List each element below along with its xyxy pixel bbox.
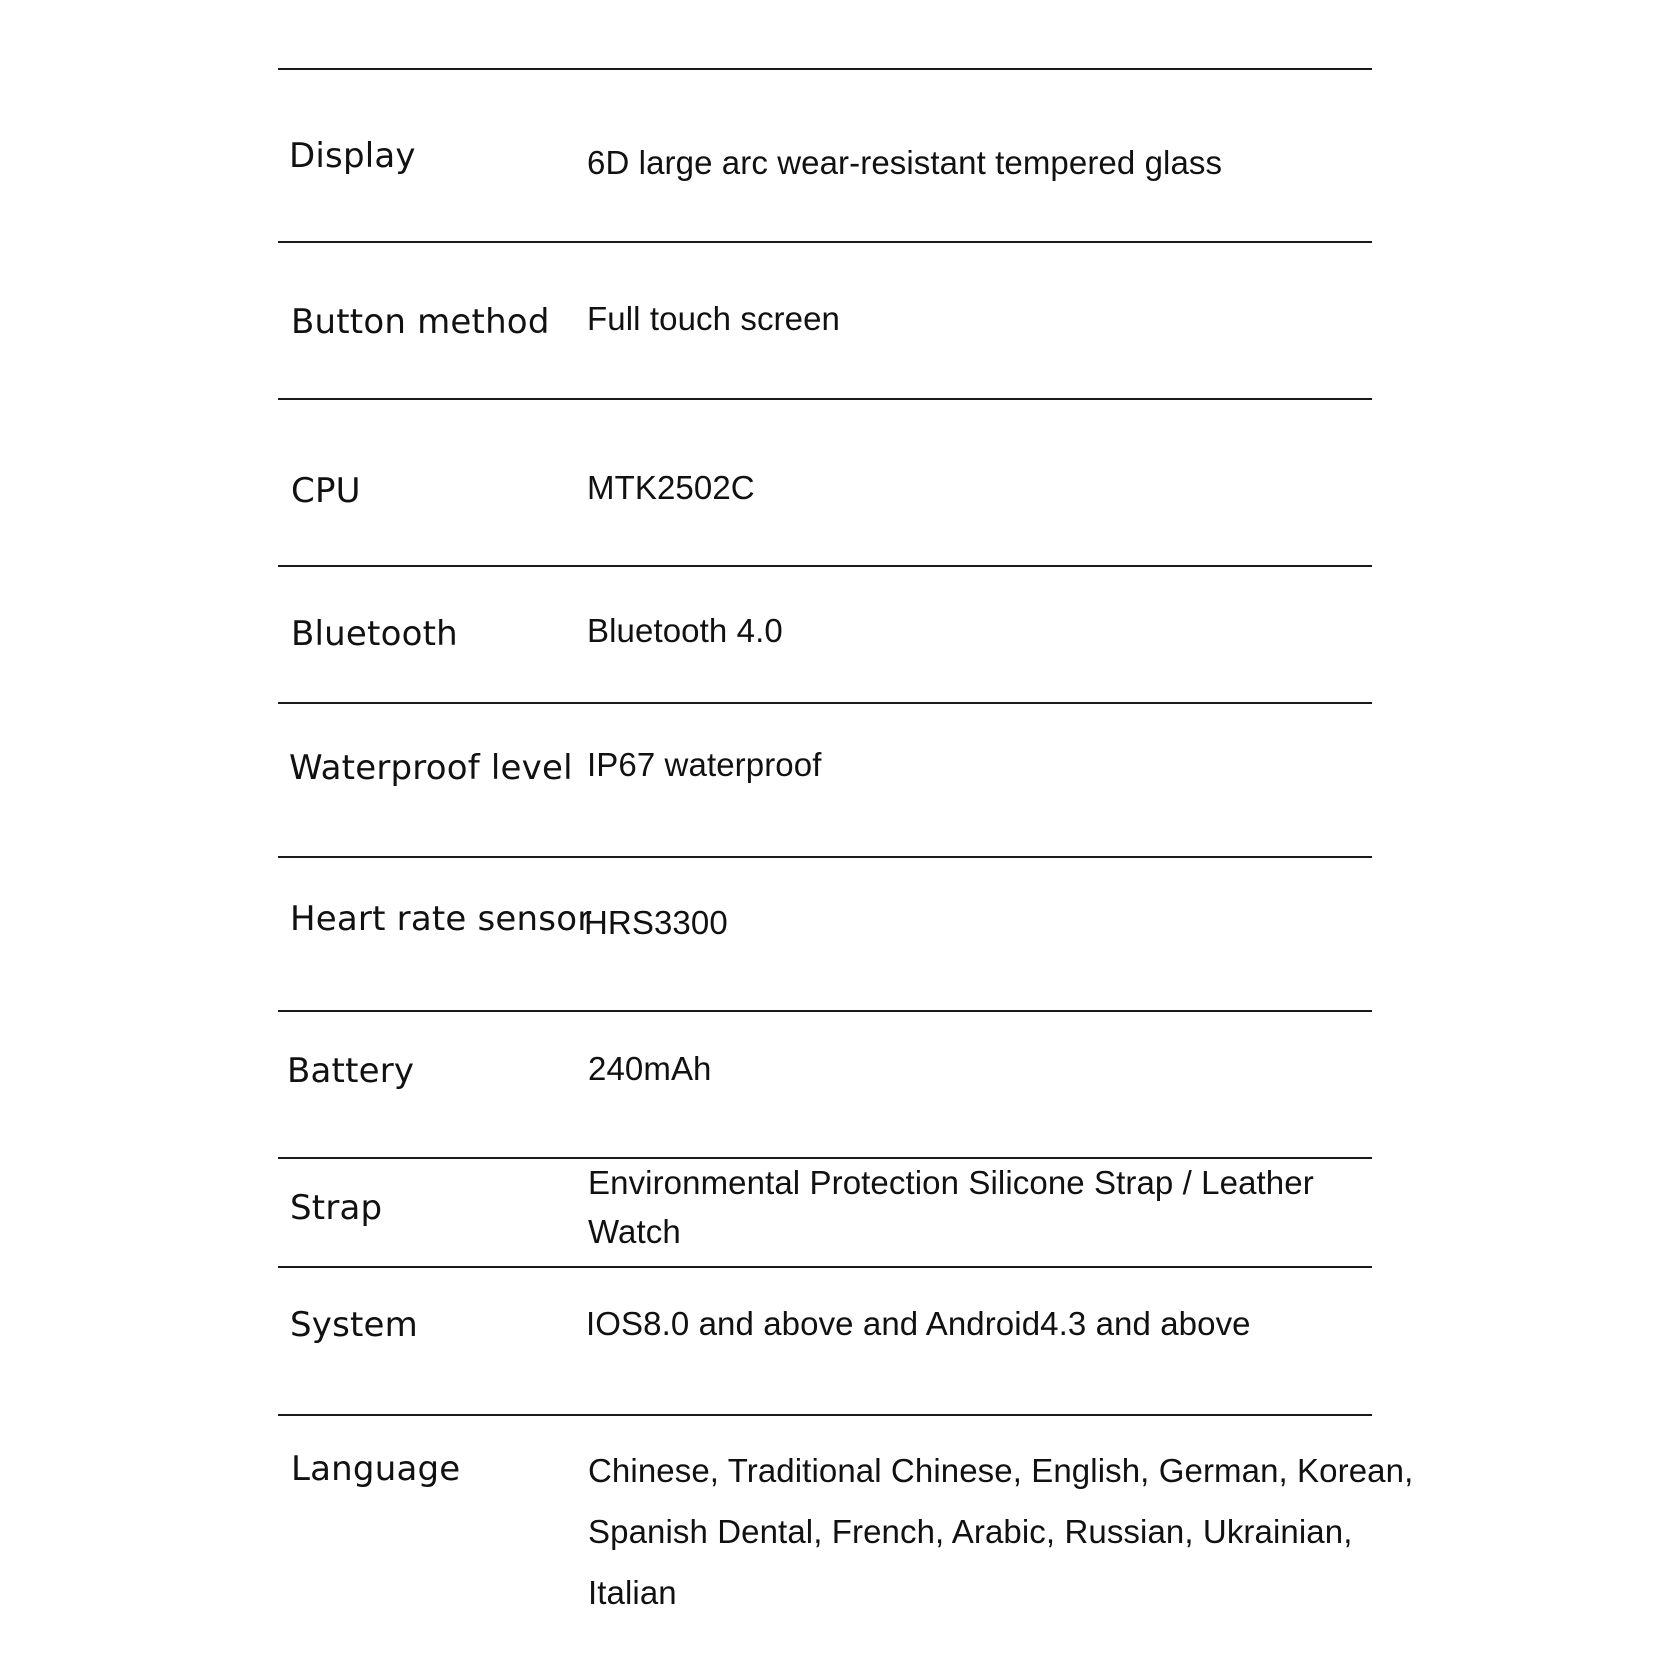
spec-label-system: System [290,1305,418,1345]
row-divider [278,398,1372,400]
spec-label-bluetooth: Bluetooth [291,614,458,654]
row-divider [278,1414,1372,1416]
spec-label-button-method: Button method [291,302,550,342]
spec-label-display: Display [289,136,416,176]
spec-value-heart-rate-sensor: HRS3300 [584,904,728,941]
spec-value-system: IOS8.0 and above and Android4.3 and above [586,1305,1251,1342]
spec-value-battery: 240mAh [588,1050,712,1087]
spec-value-waterproof-level: IP67 waterproof [587,746,822,783]
spec-label-heart-rate-sensor: Heart rate sensor [290,899,592,939]
row-divider [278,241,1372,243]
spec-label-waterproof-level: Waterproof level [289,748,573,788]
spec-label-battery: Battery [287,1051,415,1091]
row-divider [278,1010,1372,1012]
row-divider [278,856,1372,858]
spec-label-language: Language [291,1449,461,1489]
spec-table [278,0,1414,1664]
spec-label-strap: Strap [290,1188,383,1228]
spec-value-display: 6D large arc wear-resistant tempered glass [587,144,1223,181]
spec-value-bluetooth: Bluetooth 4.0 [587,612,783,649]
row-divider [278,565,1372,567]
spec-value-cpu: MTK2502C [587,469,755,506]
row-divider [278,702,1372,704]
spec-value-button-method: Full touch screen [587,300,840,337]
spec-value-strap: Environmental Protection Silicone Strap / Leather Watch [588,1164,1314,1250]
spec-label-cpu: CPU [291,471,361,511]
row-divider [278,1266,1372,1268]
row-divider [278,68,1372,70]
spec-value-language: Chinese, Traditional Chinese, English, German, Korean, Spanish Dental, French, Arabic, Russian, Ukrainian, Italian [588,1452,1414,1611]
